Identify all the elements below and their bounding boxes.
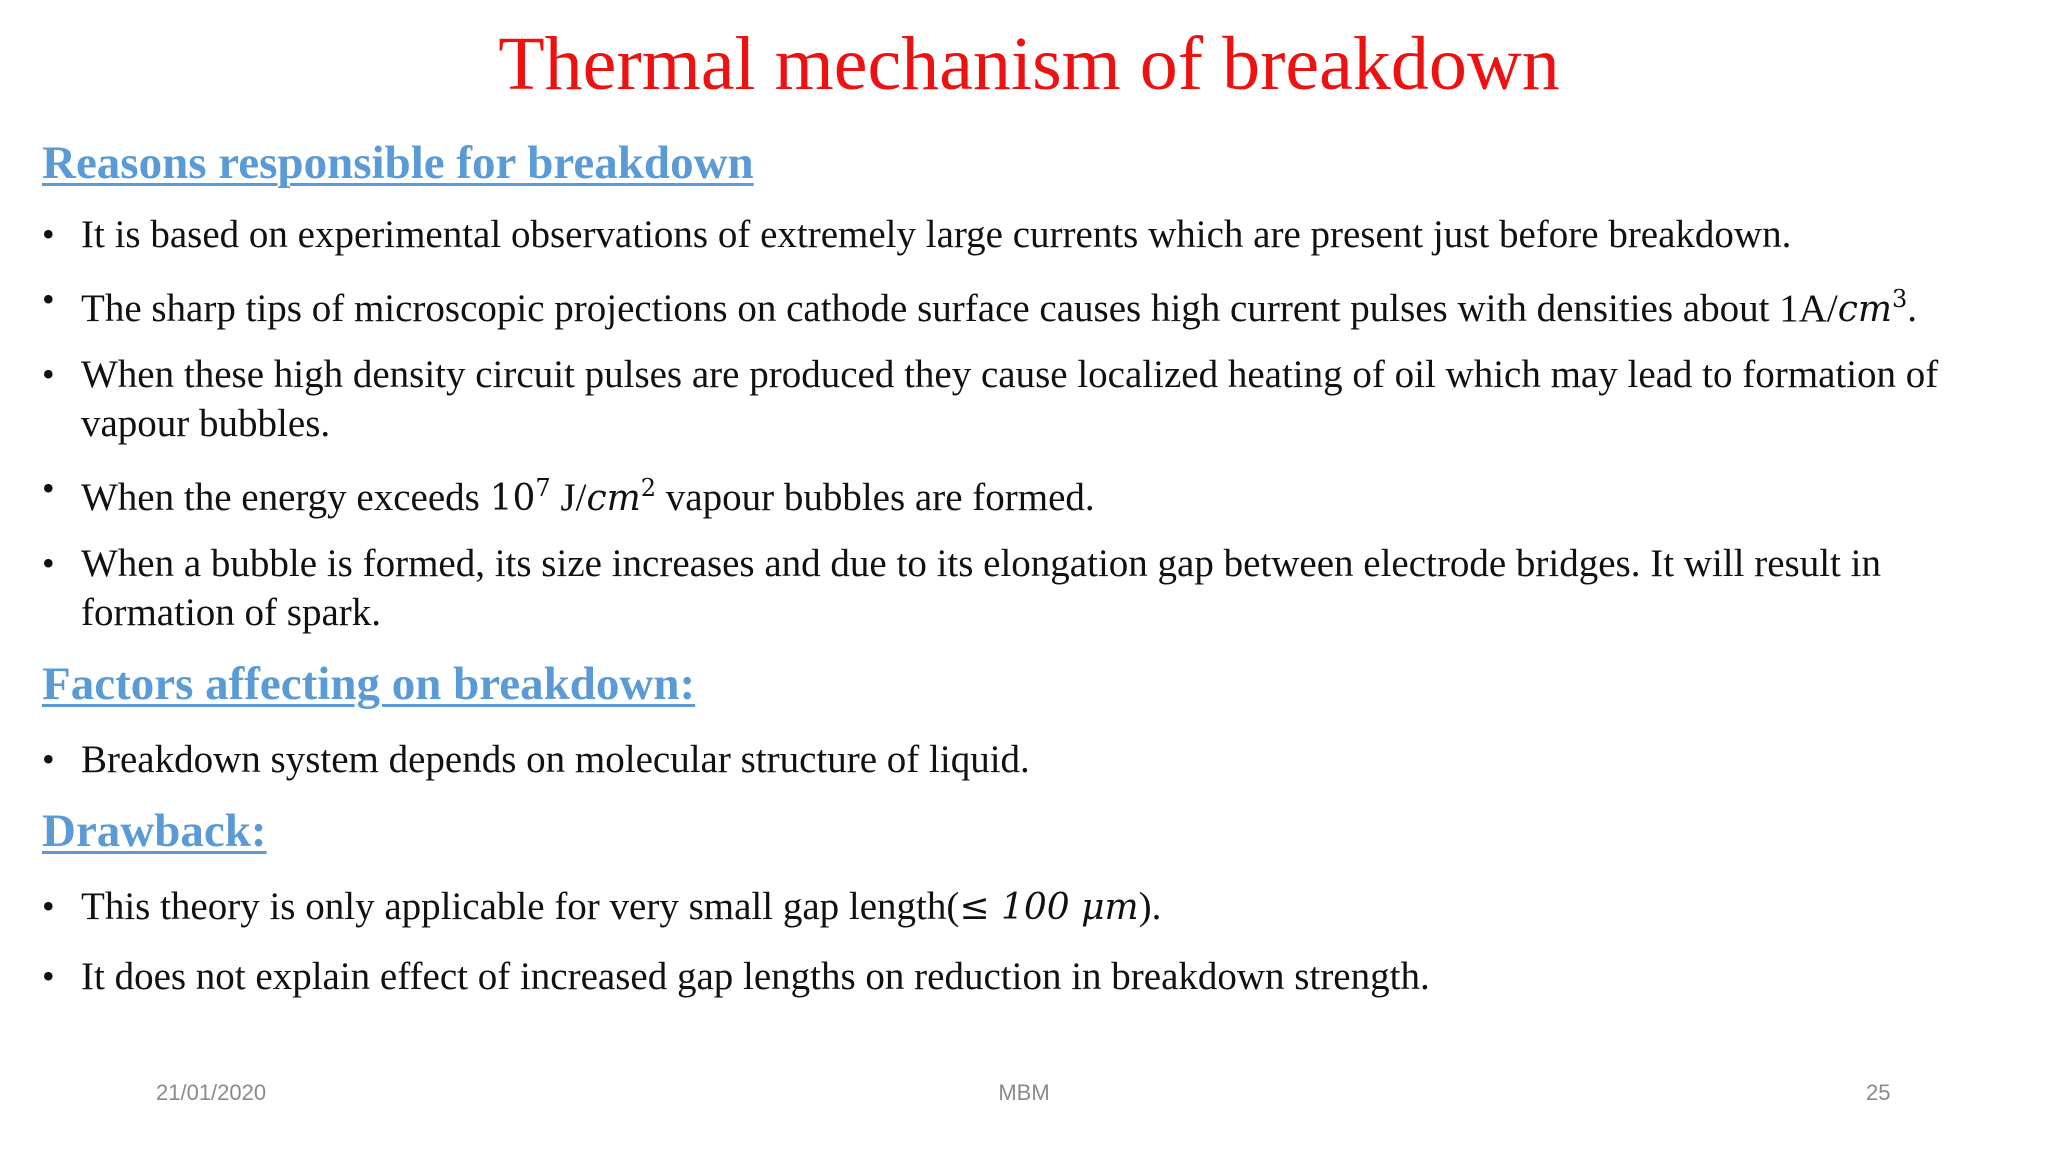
bullet-text: When a bubble is formed, its size increases and due to its elongation gap between electrode bridges. It will result in formation of spark.: [81, 542, 1881, 634]
math-superscript: 3: [1892, 285, 1908, 313]
bullet-dot-icon: •: [42, 354, 55, 394]
bullet-dot-icon: •: [42, 739, 55, 779]
bullet-text: The sharp tips of microscopic projections on cathode surface causes high current pulses with densities about 1A/: [81, 287, 1838, 330]
bullet-dot-icon: •: [42, 956, 55, 996]
heading-drawback: Drawback:: [42, 805, 267, 857]
bullet-list-drawback: [42, 882, 2022, 1001]
math-expression: ≤ 100 μm: [959, 887, 1139, 928]
bullet-text: When the energy exceeds: [81, 476, 490, 519]
slide-content: [42, 130, 2022, 1001]
bullet-dot-icon: •: [42, 886, 55, 926]
heading-reasons: Reasons responsible for breakdown: [42, 137, 754, 189]
bullet-item: [42, 952, 2022, 1001]
bullet-list-reasons: [42, 210, 2022, 637]
math-cm: cm: [586, 478, 641, 519]
bullet-item: [42, 210, 2022, 259]
bullet-item: [42, 539, 2022, 637]
footer-page-number: 25: [1866, 1080, 1891, 1105]
bullet-item: [42, 735, 2022, 784]
math-cm: cm: [1837, 289, 1893, 330]
section-reasons: [42, 130, 2022, 637]
math-superscript: 2: [640, 474, 657, 502]
bullet-item: [42, 882, 2022, 932]
bullet-unit: J/: [550, 476, 587, 519]
footer-author: MBM: [998, 1080, 1050, 1105]
bullet-dot-icon: •: [42, 279, 55, 319]
bullet-list-factors: [42, 735, 2022, 784]
bullet-text-end: ).: [1138, 885, 1162, 928]
bullet-dot-icon: •: [42, 543, 55, 583]
bullet-text: This theory is only applicable for very small gap length(: [81, 885, 960, 928]
bullet-text: It does not explain effect of increased gap lengths on reduction in breakdown strength.: [81, 955, 1430, 998]
section-drawback: [42, 798, 2022, 1001]
bullet-text: Breakdown system depends on molecular structure of liquid.: [81, 738, 1030, 781]
bullet-dot-icon: •: [42, 214, 55, 254]
bullet-text: It is based on experimental observations of extremely large currents which are present just before breakdown.: [81, 213, 1792, 256]
bullet-item: [42, 350, 2022, 448]
bullet-item: [42, 464, 2022, 523]
bullet-text-end: vapour bubbles are formed.: [656, 476, 1095, 519]
section-factors: [42, 651, 2022, 784]
bullet-dot-icon: •: [42, 468, 55, 508]
heading-factors: Factors affecting on breakdown:: [42, 658, 696, 710]
bullet-item: [42, 275, 2022, 334]
math-number: 10: [489, 478, 536, 519]
bullet-text: When these high density circuit pulses are produced they cause localized heating of oil which may lead to formation of vapour bubbles.: [81, 353, 1939, 445]
slide-title: Thermal mechanism of breakdown: [498, 22, 1560, 106]
footer-date: 21/01/2020: [156, 1080, 267, 1105]
math-superscript: 7: [535, 474, 551, 502]
bullet-text-end: .: [1907, 287, 1918, 330]
